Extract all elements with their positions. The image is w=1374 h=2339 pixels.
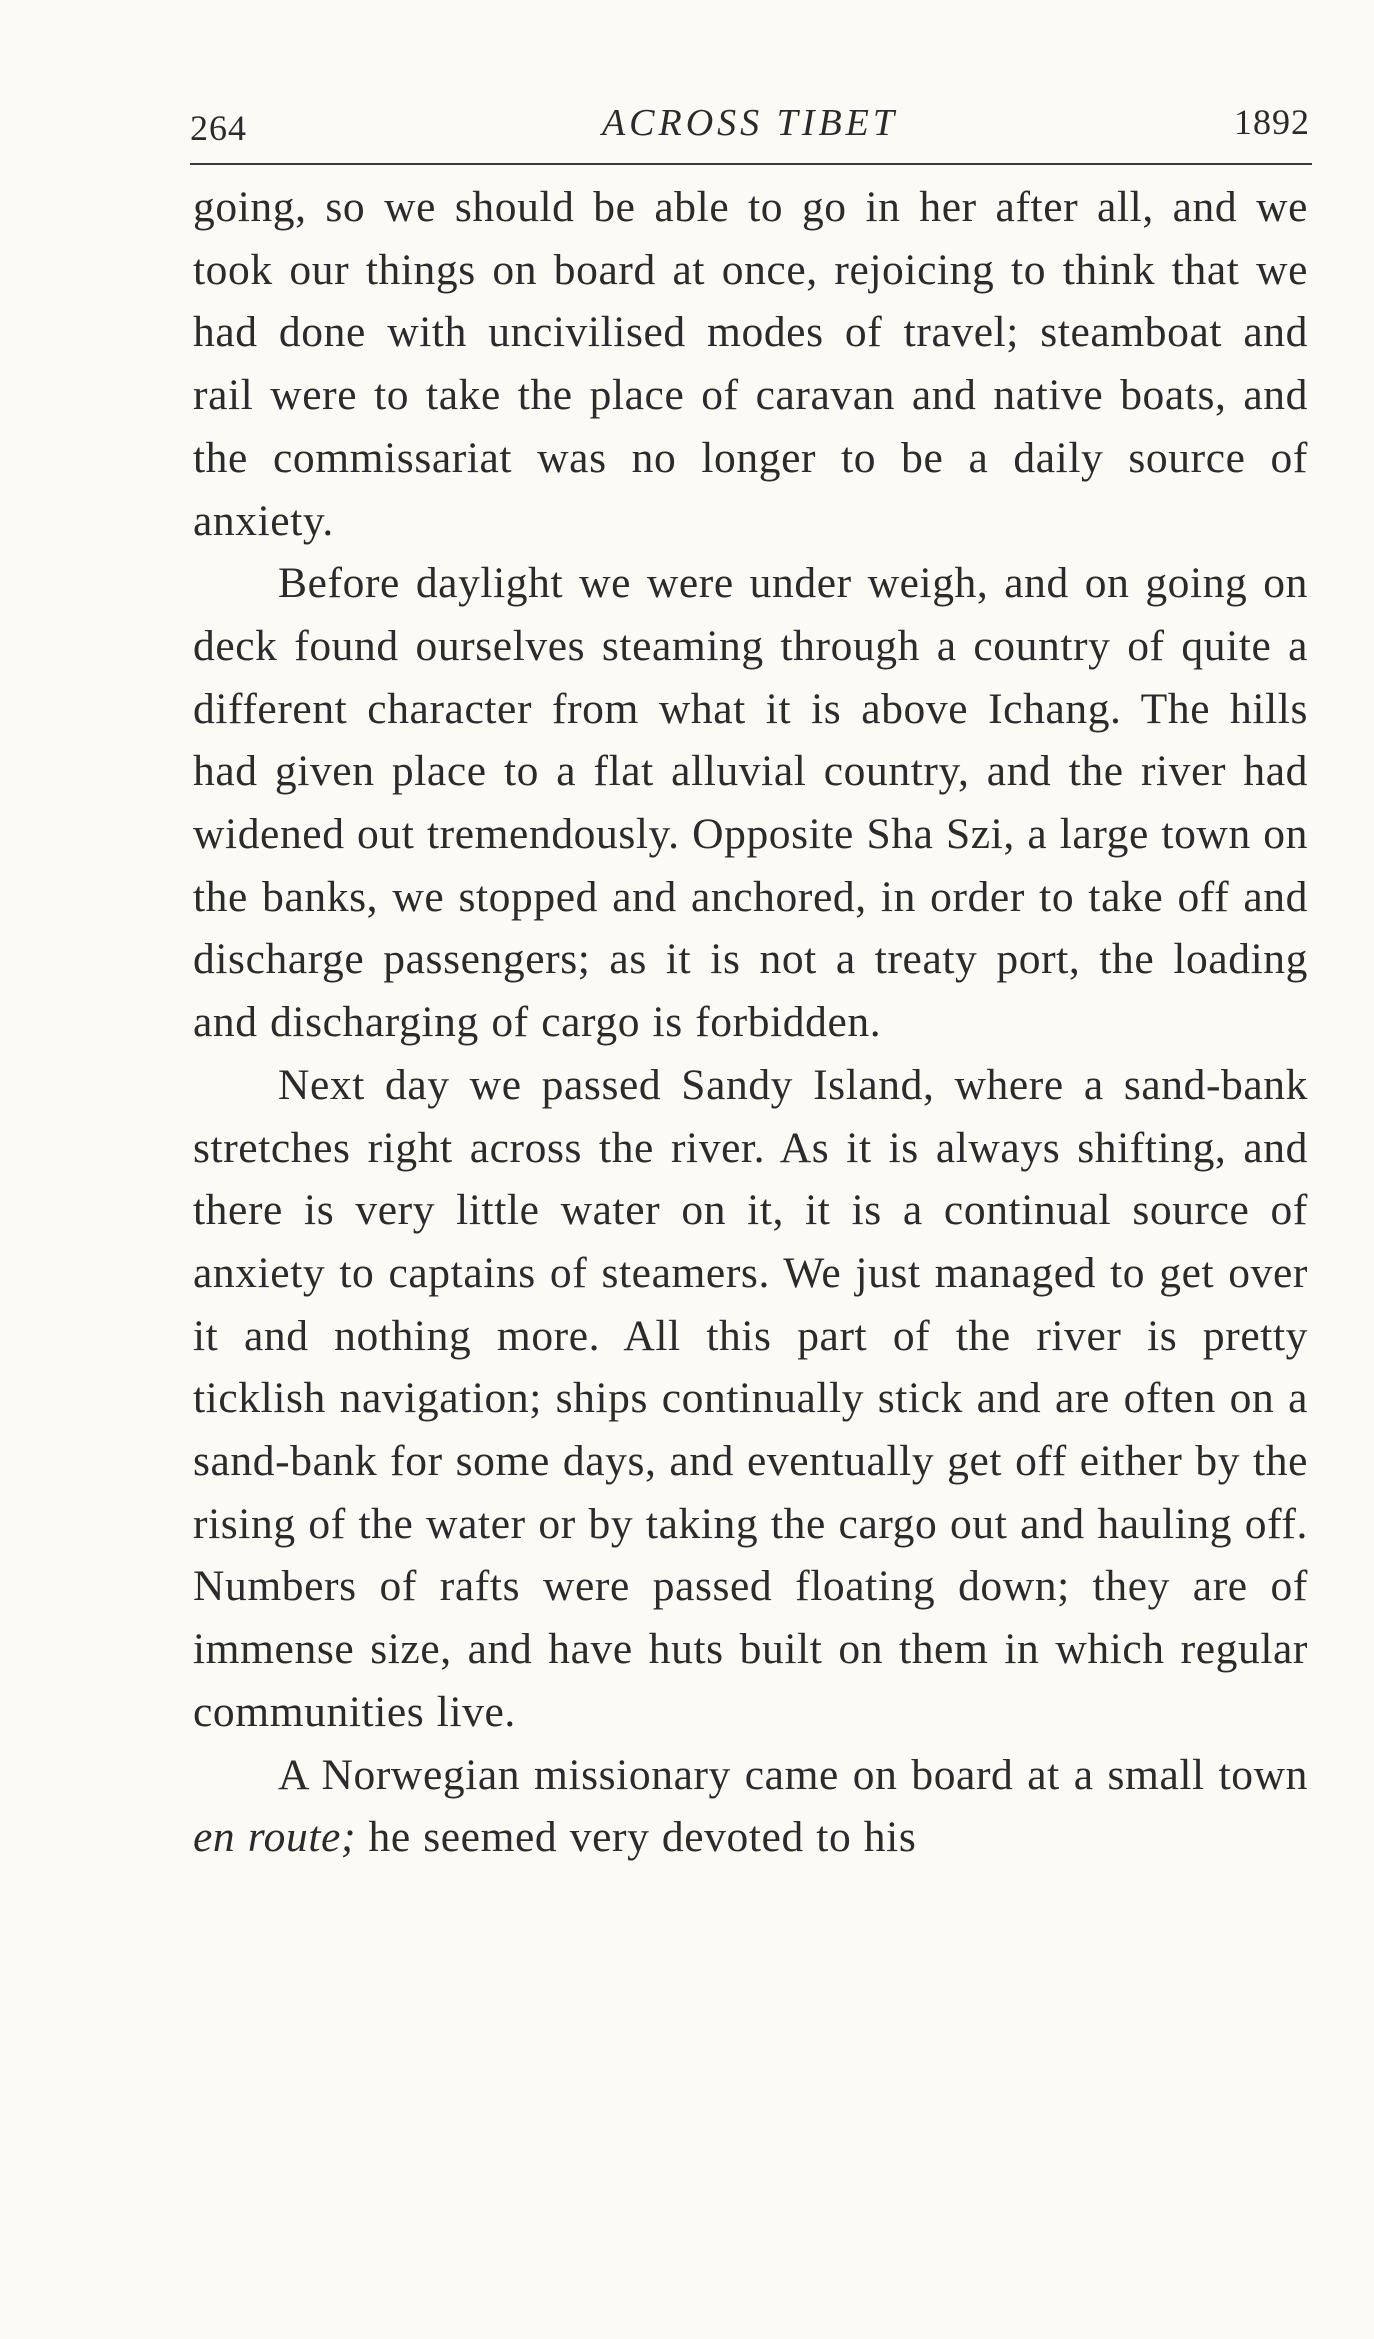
header-rule xyxy=(190,163,1312,165)
paragraph-2: Before daylight we were under weigh, and on going on deck found ourselves steaming through a country of quite a different character from what it is above Ichang. The hills had given place to a flat alluvial country, and the river had widened out tremendously. Opposite Sha Szi, a large town on the banks, we stopped and anchored, in order to take off and discharge passengers; as it is not a treaty port, the loading and discharging of cargo is forbidden. xyxy=(193,559,1308,1047)
paragraph-3: Next day we passed Sandy Island, where a sand-bank stretches right across the river. As it is always shifting, and there is very little water on it, it is a continual source of anxiety to captains of steamers. We just managed to get over it and nothing more. All this part of the river is pretty ticklish navigation; ships continually stick and are often on a sand-bank for some days, and eventually get off either by the rising of the water or by taking the cargo out and hauling off. Numbers of rafts were passed floating down; they are of immense size, and have huts built on them in which regular communities live. xyxy=(193,1060,1308,1736)
page-header xyxy=(190,95,1310,155)
paragraph-1: going, so we should be able to go in her after all, and we took our things on board at once, rejoicing to think that we had done with uncivilised modes of travel; steamboat and rail were to take the place of caravan and native boats, and the commissariat was no longer to be a daily source of anxiety. xyxy=(193,183,1308,545)
paragraph-4-italic: en route; xyxy=(193,1813,357,1862)
page-number: 264 xyxy=(190,108,247,148)
paragraph-4-text-before: A Norwegian missionary came on board at a small town xyxy=(278,1750,1308,1799)
body-text xyxy=(193,176,1308,1869)
header-year: 1892 xyxy=(1234,102,1310,142)
paragraph-4-text-after: he seemed very devoted to his xyxy=(356,1813,917,1862)
paragraph-4 xyxy=(193,1744,1308,1869)
running-title: ACROSS TIBET xyxy=(601,102,899,144)
